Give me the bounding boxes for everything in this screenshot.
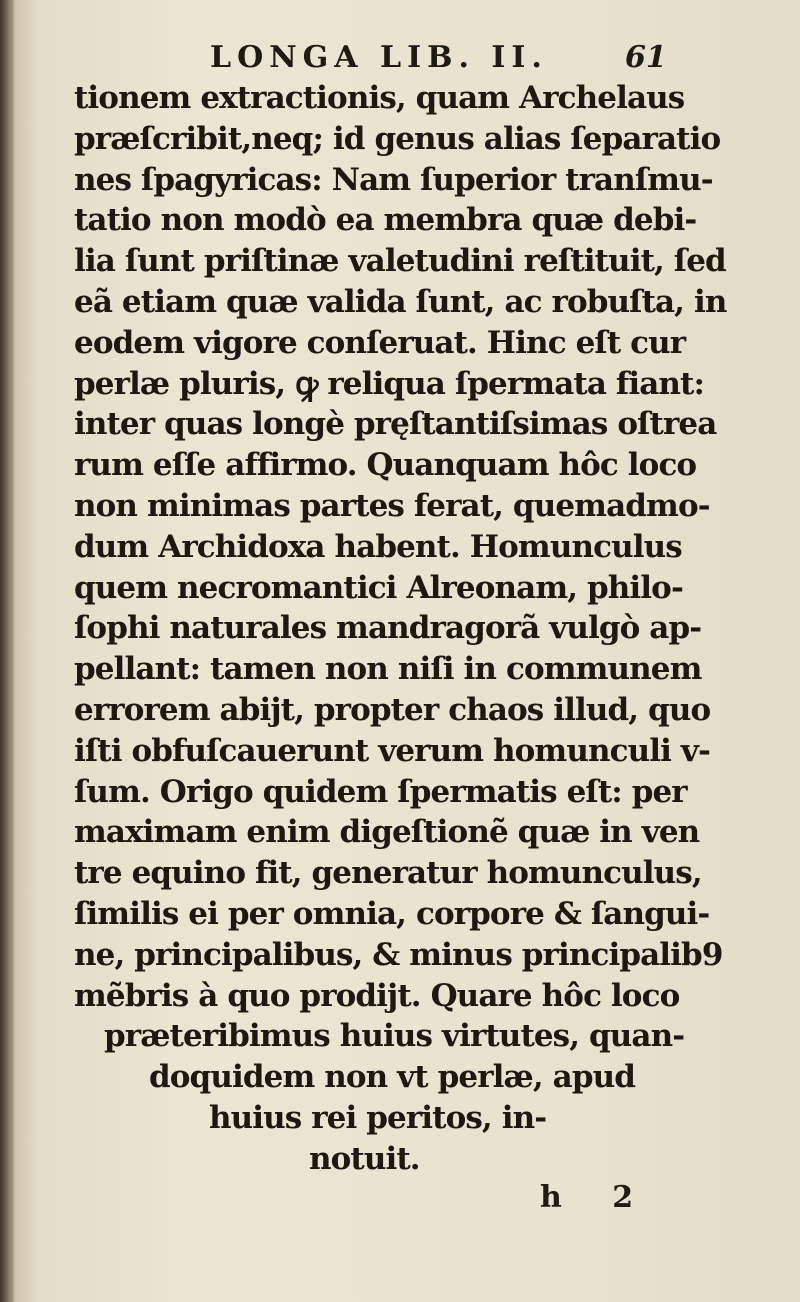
text-line: iſti obfuſcauerunt verum homunculi v- [74, 732, 710, 769]
text-line: tatio non modò ea membra quæ debi- [74, 202, 697, 239]
text-line: huius rei peritos, in- [209, 1099, 547, 1136]
text-line: tionem extractionis, quam Archelaus [74, 80, 685, 116]
text-line: rum eſſe affirmo. Quanquam hôc loco [74, 447, 697, 484]
text-line: ſimilis ei per omnia, corpore & ſangui- [74, 895, 710, 932]
text-line: præſcribit,neq; id genus alias ſeparatio [74, 120, 721, 157]
text-line: perlæ pluris, ꝙ reliqua ſpermata fiant: [74, 365, 704, 402]
text-line: eodem vigore conſeruat. Hinc eſt cur [74, 324, 686, 361]
signature-mark: h 2 [540, 1180, 654, 1215]
running-head [70, 40, 690, 80]
text-line: nes ſpagyricas: Nam ſuperior tranſmu- [74, 161, 713, 198]
text-line: eã etiam quæ valida ſunt, ac robuſta, in [74, 283, 727, 320]
text-line: mẽbris à quo prodijt. Quare hôc loco [74, 977, 680, 1014]
text-line: pellant: tamen non niſi in communem [74, 651, 702, 688]
text-line: maximam enim digeſtionẽ quæ in ven [74, 814, 700, 851]
text-line: ſum. Origo quidem ſpermatis eſt: per [74, 773, 687, 810]
page-footer [70, 1180, 690, 1220]
text-line: doquidem non vt perlæ, apud [149, 1059, 636, 1096]
text-line: præteribimus huius virtutes, quan- [104, 1018, 685, 1055]
body-text [74, 78, 727, 1180]
page-number: 61 [625, 40, 667, 75]
text-line: quem necromantici Alreonam, philo- [74, 569, 683, 606]
gutter-shadow [10, 0, 13, 1302]
text-line: inter quas longè pręſtantiſsimas oſtrea [74, 406, 717, 443]
text-line: ne, principalibus, & minus principalib9 [74, 936, 723, 973]
text-line: lia ſunt priſtinæ valetudini reſtituit, ſed [74, 243, 726, 280]
text-line: notuit. [309, 1140, 420, 1177]
text-line: dum Archidoxa habent. Homunculus [74, 528, 682, 565]
running-title: LONGA LIB. II. [210, 40, 548, 75]
text-line: tre equino fit, generatur homunculus, [74, 855, 702, 892]
text-line: non minimas partes ferat, quemadmo- [74, 487, 710, 524]
text-line: ſophi naturales mandragorã vulgò ap- [74, 610, 702, 647]
text-line: errorem abijt, propter chaos illud, quo [74, 691, 711, 728]
